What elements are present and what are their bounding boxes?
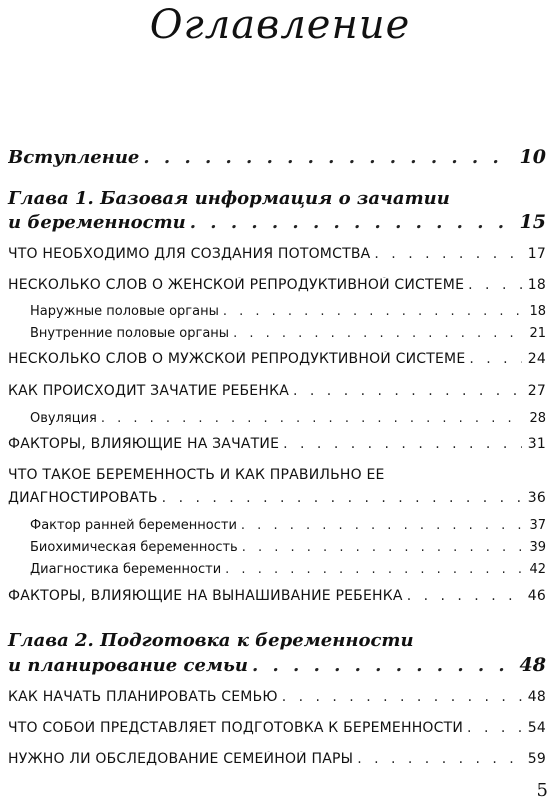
toc-entry-label: Внутренние половые органы: [30, 326, 230, 341]
toc-entry-label: Биохимическая беременность: [30, 540, 238, 555]
dot-leader: [242, 540, 524, 555]
toc-entry-page: 21: [529, 326, 546, 341]
toc-entry-chapter-2[interactable]: [8, 654, 546, 676]
toc-entry-page: 15: [519, 211, 546, 233]
toc-entry-section[interactable]: [8, 490, 546, 506]
toc-entry-page: 10: [519, 146, 546, 168]
toc-entry-page: 18: [527, 277, 546, 293]
dot-leader: [469, 351, 521, 367]
dot-leader: [241, 518, 524, 533]
dot-leader: [223, 304, 524, 319]
toc-entry-section[interactable]: [8, 588, 546, 604]
section-title-line1: ЧТО ТАКОЕ БЕРЕМЕННОСТЬ И КАК ПРАВИЛЬНО ЕЕ: [8, 467, 385, 483]
toc-entry-label: Фактор ранней беременности: [30, 518, 237, 533]
dot-leader: [357, 751, 522, 767]
toc-entry-page: 59: [527, 751, 546, 767]
chapter-2-title-line1: Глава 2. Подготовка к беременности: [8, 630, 414, 651]
toc-entry-section[interactable]: [8, 689, 546, 705]
dot-leader: [225, 562, 523, 577]
toc-entry-section[interactable]: [8, 246, 546, 262]
toc-entry-page: 17: [527, 246, 546, 262]
toc-entry-label: Вступление: [8, 147, 140, 168]
toc-entry-subsection[interactable]: [30, 518, 546, 533]
dot-leader: [101, 411, 524, 426]
toc-entry-label: Диагностика беременности: [30, 562, 222, 577]
toc-entry-label: ФАКТОРЫ, ВЛИЯЮЩИЕ НА ЗАЧАТИЕ: [8, 436, 280, 452]
toc-entry-page: 46: [527, 588, 546, 604]
dot-leader: [233, 326, 523, 341]
toc-entry-label: ДИАГНОСТИРОВАТЬ: [8, 490, 158, 506]
dot-leader: [190, 212, 514, 233]
toc-entry-label: и планирование семьи: [8, 655, 248, 676]
dot-leader: [468, 277, 522, 293]
toc-entry-section[interactable]: [8, 277, 546, 293]
toc-entry-page: 39: [529, 540, 546, 555]
toc-entry-page: 24: [527, 351, 546, 367]
toc-entry-page: 27: [527, 383, 546, 399]
toc-entry-page: 48: [527, 689, 546, 705]
toc-entry-page: 28: [529, 411, 546, 426]
toc-entry-page: 48: [519, 654, 546, 676]
dot-leader: [283, 436, 522, 452]
toc-entry-page: 18: [529, 304, 546, 319]
chapter-1-title-line1: Глава 1. Базовая информация о зачатии: [8, 188, 450, 209]
toc-entry-page: 54: [527, 720, 546, 736]
toc-entry-section[interactable]: [8, 751, 546, 767]
dot-leader: [252, 655, 514, 676]
toc-entry-page: 31: [527, 436, 546, 452]
toc-entry-label: и беременности: [8, 212, 186, 233]
toc-entry-label: ЧТО НЕОБХОДИМО ДЛЯ СОЗДАНИЯ ПОТОМСТВА: [8, 246, 371, 262]
toc-entry-section[interactable]: [8, 436, 546, 452]
dot-leader: [407, 588, 522, 604]
dot-leader: [467, 720, 522, 736]
toc-entry-subsection[interactable]: [30, 540, 546, 555]
toc-entry-label: ЧТО СОБОЙ ПРЕДСТАВЛЯЕТ ПОДГОТОВКА К БЕРЕМЕННОСТИ: [8, 720, 464, 736]
toc-entry-subsection[interactable]: [30, 411, 546, 426]
toc-entry-subsection[interactable]: [30, 562, 546, 577]
dot-leader: [282, 689, 522, 705]
toc-entry-section[interactable]: [8, 720, 546, 736]
toc-entry-section[interactable]: [8, 351, 546, 367]
toc-entry-subsection[interactable]: [30, 326, 546, 341]
toc-entry-label: НЕСКОЛЬКО СЛОВ О МУЖСКОЙ РЕПРОДУКТИВНОЙ СИСТЕМЕ: [8, 351, 466, 367]
toc-entry-label: Наружные половые органы: [30, 304, 219, 319]
toc-entry-subsection[interactable]: [30, 304, 546, 319]
toc-entry-section[interactable]: [8, 383, 546, 399]
dot-leader: [374, 246, 521, 262]
dot-leader: [143, 147, 513, 168]
page-number: 5: [536, 780, 548, 801]
toc-entry-label: КАК ПРОИСХОДИТ ЗАЧАТИЕ РЕБЕНКА: [8, 383, 289, 399]
toc-entry-page: 42: [529, 562, 546, 577]
toc-entry-page: 37: [529, 518, 546, 533]
toc-entry-label: НУЖНО ЛИ ОБСЛЕДОВАНИЕ СЕМЕЙНОЙ ПАРЫ: [8, 751, 354, 767]
toc-entry-label: КАК НАЧАТЬ ПЛАНИРОВАТЬ СЕМЬЮ: [8, 689, 278, 705]
toc-entry-introduction[interactable]: [8, 146, 546, 168]
dot-leader: [162, 490, 522, 506]
toc-entry-page: 36: [527, 490, 546, 506]
page-title: Оглавление: [149, 2, 411, 48]
toc-entry-label: Овуляция: [30, 411, 97, 426]
toc-entry-chapter-1[interactable]: [8, 211, 546, 233]
toc-entry-label: ФАКТОРЫ, ВЛИЯЮЩИЕ НА ВЫНАШИВАНИЕ РЕБЕНКА: [8, 588, 403, 604]
dot-leader: [293, 383, 522, 399]
toc-entry-label: НЕСКОЛЬКО СЛОВ О ЖЕНСКОЙ РЕПРОДУКТИВНОЙ СИСТЕМЕ: [8, 277, 465, 293]
